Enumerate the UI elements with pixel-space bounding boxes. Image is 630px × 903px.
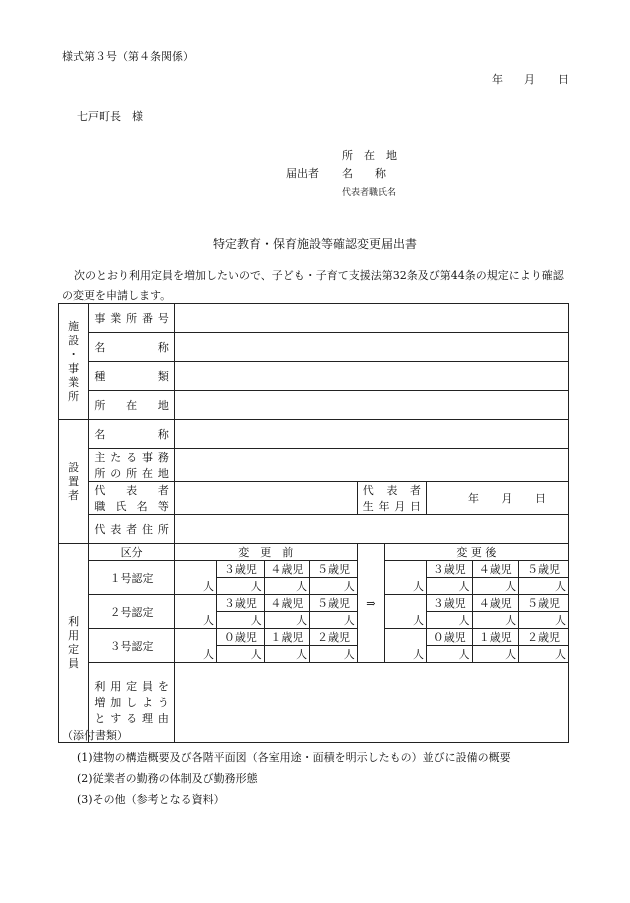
age-label: ４歳児 [472, 595, 519, 612]
count-field[interactable]: 人 [519, 612, 569, 629]
notifier-label: 届出者 [286, 167, 319, 180]
facility-address-field[interactable] [174, 391, 568, 420]
age-label: ２歳児 [519, 629, 569, 646]
age-label: ３歳児 [217, 595, 265, 612]
count-field[interactable]: 人 [519, 578, 569, 595]
count-field[interactable]: 人 [264, 612, 309, 629]
founder-office-label: 主たる事務 所の所在地 [89, 449, 175, 482]
age-label: ５歳児 [310, 561, 358, 578]
age-label: ４歳児 [472, 561, 519, 578]
cert-2-label: ２号認定 [89, 595, 175, 629]
founder-birth-field[interactable]: 年 月 日 [427, 482, 569, 515]
facility-number-field[interactable] [174, 304, 568, 333]
name-label: 名 称 [342, 167, 386, 180]
cert-2-after-total[interactable]: 人 [384, 595, 426, 629]
founder-rep-field[interactable] [174, 482, 357, 515]
attachment-item: (2)従業者の勤務の体制及び勤務形態 [77, 772, 258, 785]
count-field[interactable]: 人 [310, 578, 358, 595]
representative-label: 代表者職氏名 [342, 188, 397, 198]
founder-name-label: 名 称 [89, 420, 175, 449]
attachments-heading: （添付書類） [62, 729, 128, 742]
form-number: 様式第３号（第４条関係） [62, 50, 194, 63]
age-label: ５歳児 [519, 561, 569, 578]
cert-1-before-total[interactable]: 人 [174, 561, 216, 595]
intro-text: 次のとおり利用定員を増加したいので、子ども・子育て支援法第32条及び第44条の規定により確認の変更を申請します。 [62, 269, 564, 302]
after-header: 変 更 後 [384, 544, 568, 561]
count-field[interactable]: 人 [472, 646, 519, 663]
facility-type-field[interactable] [174, 362, 568, 391]
reason-field[interactable] [174, 663, 568, 743]
change-arrow: ⇒ [357, 544, 384, 663]
count-field[interactable]: 人 [472, 612, 519, 629]
facility-number-label: 事業所番号 [89, 304, 175, 333]
founder-address-label: 代表者住所 [89, 515, 175, 544]
cert-2-before-total[interactable]: 人 [174, 595, 216, 629]
count-field[interactable]: 人 [264, 646, 309, 663]
facility-name-label: 名 称 [89, 333, 175, 362]
founder-birth-label: 代 表 者 生年月日 [357, 482, 426, 515]
count-field[interactable]: 人 [217, 646, 265, 663]
before-header: 変 更 前 [174, 544, 357, 561]
age-label: ５歳児 [310, 595, 358, 612]
cert-1-label: １号認定 [89, 561, 175, 595]
count-field[interactable]: 人 [472, 578, 519, 595]
location-label: 所 在 地 [342, 149, 397, 162]
attachment-item: (3)その他（参考となる資料） [77, 793, 225, 806]
count-field[interactable]: 人 [310, 646, 358, 663]
count-field[interactable]: 人 [427, 646, 472, 663]
attachment-item: (1)建物の構造概要及び各階平面図（各室用途・面積を明示したもの）並びに設備の概要 [77, 751, 511, 764]
facility-name-field[interactable] [174, 333, 568, 362]
count-field[interactable]: 人 [427, 612, 472, 629]
age-label: ４歳児 [264, 561, 309, 578]
cert-3-before-total[interactable]: 人 [174, 629, 216, 663]
category-header: 区分 [89, 544, 175, 561]
age-label: ５歳児 [519, 595, 569, 612]
cert-3-label: ３号認定 [89, 629, 175, 663]
capacity-group-label: 利 用 定 員 [59, 544, 89, 743]
count-field[interactable]: 人 [427, 578, 472, 595]
facility-type-label: 種 類 [89, 362, 175, 391]
age-label: １歳児 [264, 629, 309, 646]
age-label: ３歳児 [217, 561, 265, 578]
age-label: ３歳児 [427, 595, 472, 612]
founder-name-field[interactable] [174, 420, 568, 449]
age-label: ０歳児 [217, 629, 265, 646]
count-field[interactable]: 人 [519, 646, 569, 663]
date-month: 月 [524, 73, 535, 86]
date-year: 年 [492, 73, 503, 86]
addressee: 七戸町長 様 [77, 110, 143, 123]
form-table [58, 303, 569, 743]
founder-group-label: 設 置 者 [59, 420, 89, 544]
founder-office-field[interactable] [174, 449, 568, 482]
facility-address-label: 所 在 地 [89, 391, 175, 420]
reason-label: 利用定員を 増加しよう とする理由 [89, 663, 175, 743]
age-label: ２歳児 [310, 629, 358, 646]
age-label: １歳児 [472, 629, 519, 646]
cert-3-after-total[interactable]: 人 [384, 629, 426, 663]
document-title: 特定教育・保育施設等確認変更届出書 [212, 237, 417, 251]
count-field[interactable]: 人 [217, 612, 265, 629]
count-field[interactable]: 人 [310, 612, 358, 629]
cert-1-after-total[interactable]: 人 [384, 561, 426, 595]
age-label: ０歳児 [427, 629, 472, 646]
founder-rep-label: 代 表 者 職 氏 名 等 [89, 482, 175, 515]
date-day: 日 [558, 73, 569, 86]
founder-address-field[interactable] [174, 515, 568, 544]
facility-group-label: 施 設 ・ 事 業 所 [59, 304, 89, 420]
age-label: ４歳児 [264, 595, 309, 612]
count-field[interactable]: 人 [217, 578, 265, 595]
age-label: ３歳児 [427, 561, 472, 578]
count-field[interactable]: 人 [264, 578, 309, 595]
